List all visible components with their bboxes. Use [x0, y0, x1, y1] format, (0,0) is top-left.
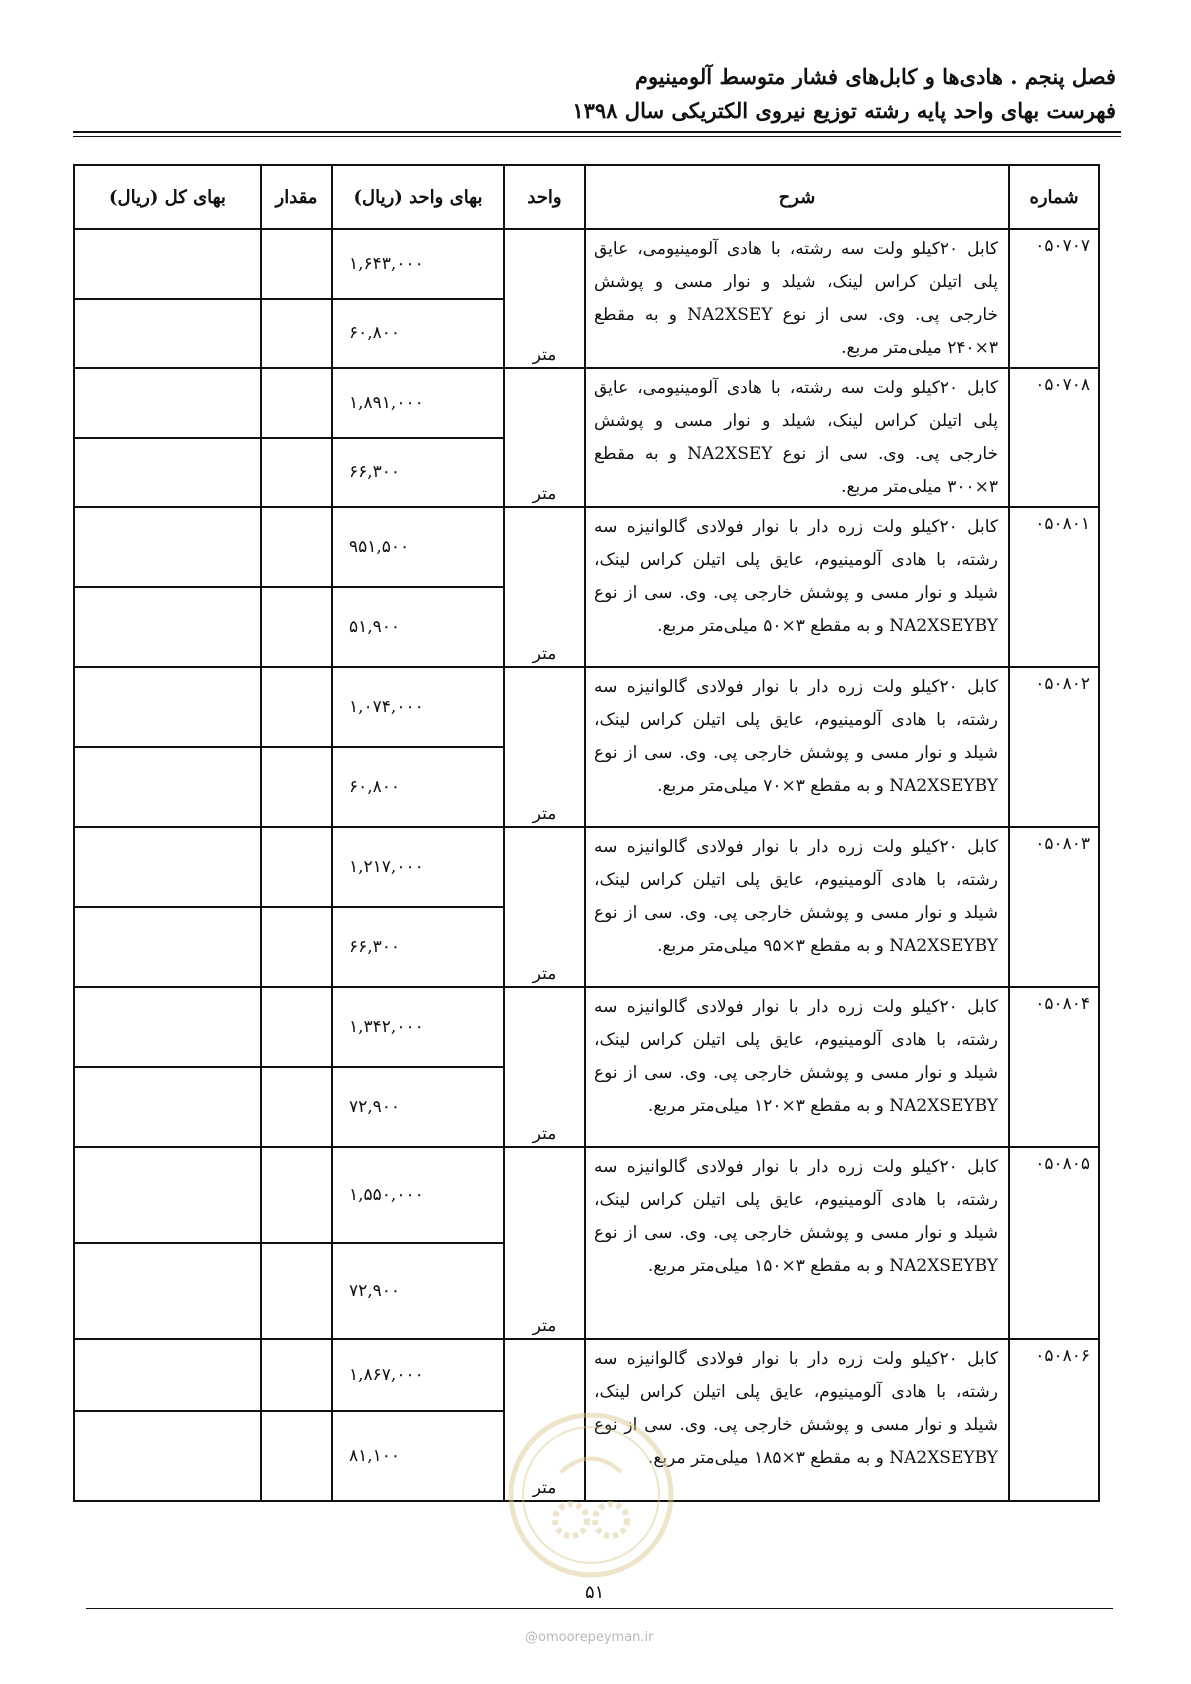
item-unit-price: ۶۰,۸۰۰: [332, 747, 504, 827]
quantity-cell: [261, 667, 332, 747]
quantity-cell: [261, 1147, 332, 1243]
seal-outer-ring: [511, 1415, 671, 1575]
quantity-cell: [261, 1411, 332, 1501]
page-number: ۵۱: [585, 1582, 605, 1603]
gear-icon: [555, 1504, 587, 1536]
item-code: ۰۵۰۸۰۴: [1009, 987, 1099, 1147]
total-price-cell: [74, 1147, 261, 1243]
header-quantity: مقدار: [261, 165, 332, 229]
item-description: کابل ۲۰کیلو ولت زره دار با نوار فولادی گالوانیزه سه رشته، با هادی آلومینیوم، عایق پلی اتیلن کراس لینک، شیلد و نوار مسی و پوشش خارجی پی. وی. سی از نوع NA2XSEYBY و به مقطع ۳×۵۰ میلی‌متر مربع.: [585, 507, 1009, 667]
total-price-cell: [74, 229, 261, 299]
item-code: ۰۵۰۷۰۸: [1009, 368, 1099, 507]
item-unit-price: ۷۲,۹۰۰: [332, 1067, 504, 1147]
price-table: [73, 164, 1100, 1502]
chapter-title: فصل پنجم . هادی‌ها و کابل‌های فشار متوسط آلومینیوم: [634, 64, 1116, 89]
table-row: [74, 827, 1099, 907]
total-price-cell: [74, 667, 261, 747]
item-unit-price: ۱,۸۹۱,۰۰۰: [332, 368, 504, 438]
item-unit-price: ۱,۵۵۰,۰۰۰: [332, 1147, 504, 1243]
seal-arc: [561, 1459, 621, 1473]
item-description: کابل ۲۰کیلو ولت سه رشته، با هادی آلومینیومی، عایق پلی اتیلن کراس لینک، شیلد و نوار مسی و پوشش خارجی پی. وی. سی از نوع NA2XSEY و به مقطع ۳×۲۴۰ میلی‌متر مربع.: [585, 229, 1009, 368]
table-row: [74, 987, 1099, 1067]
quantity-cell: [261, 907, 332, 987]
total-price-cell: [74, 507, 261, 587]
item-unit-price: ۶۶,۳۰۰: [332, 907, 504, 987]
item-unit: متر: [504, 987, 585, 1147]
table-row: [74, 507, 1099, 587]
header-unit-price: بهای واحد (ریال): [332, 165, 504, 229]
item-unit: متر: [504, 368, 585, 507]
total-price-cell: [74, 438, 261, 508]
table-row: [74, 1339, 1099, 1411]
seal-inner-ring: [523, 1427, 659, 1563]
table-row: [74, 368, 1099, 438]
header-rule: [73, 131, 1121, 133]
total-price-cell: [74, 1067, 261, 1147]
item-unit: متر: [504, 827, 585, 987]
quantity-cell: [261, 987, 332, 1067]
item-description: کابل ۲۰کیلو ولت زره دار با نوار فولادی گالوانیزه سه رشته، با هادی آلومینیوم، عایق پلی اتیلن کراس لینک، شیلد و نوار مسی و پوشش خارجی پی. وی. سی از نوع NA2XSEYBY و به مقطع ۳×۱۵۰ میلی‌متر مربع.: [585, 1147, 1009, 1339]
total-price-cell: [74, 1339, 261, 1411]
total-price-cell: [74, 907, 261, 987]
price-list-title: فهرست بهای واحد پایه رشته توزیع نیروی الکتریکی سال ۱۳۹۸: [572, 98, 1116, 123]
quantity-cell: [261, 587, 332, 667]
total-price-cell: [74, 987, 261, 1067]
item-unit-price: ۱,۰۷۴,۰۰۰: [332, 667, 504, 747]
gear-icon: [595, 1504, 627, 1536]
total-price-cell: [74, 587, 261, 667]
quantity-cell: [261, 1339, 332, 1411]
watermark-text: @omoorepeyman.ir: [525, 1630, 654, 1645]
total-price-cell: [74, 368, 261, 438]
item-description: کابل ۲۰کیلو ولت زره دار با نوار فولادی گالوانیزه سه رشته، با هادی آلومینیوم، عایق پلی اتیلن کراس لینک، شیلد و نوار مسی و پوشش خارجی پی. وی. سی از نوع NA2XSEYBY و به مقطع ۳×۷۰ میلی‌متر مربع.: [585, 667, 1009, 827]
quantity-cell: [261, 299, 332, 369]
table-row: [74, 667, 1099, 747]
total-price-cell: [74, 827, 261, 907]
item-code: ۰۵۰۷۰۷: [1009, 229, 1099, 368]
item-unit-price: ۱,۳۴۲,۰۰۰: [332, 987, 504, 1067]
table-row: [74, 1147, 1099, 1243]
total-price-cell: [74, 747, 261, 827]
item-code: ۰۵۰۸۰۳: [1009, 827, 1099, 987]
quantity-cell: [261, 1243, 332, 1339]
page-header: [66, 60, 1116, 128]
quantity-cell: [261, 229, 332, 299]
quantity-cell: [261, 1067, 332, 1147]
header-unit: واحد: [504, 165, 585, 229]
item-code: ۰۵۰۸۰۶: [1009, 1339, 1099, 1501]
item-unit-price: ۶۰,۸۰۰: [332, 299, 504, 369]
header-code: شماره: [1009, 165, 1099, 229]
item-unit-price: ۸۱,۱۰۰: [332, 1411, 504, 1501]
quantity-cell: [261, 438, 332, 508]
footer-rule: [86, 1608, 1113, 1609]
item-description: کابل ۲۰کیلو ولت سه رشته، با هادی آلومینیومی، عایق پلی اتیلن کراس لینک، شیلد و نوار مسی و پوشش خارجی پی. وی. سی از نوع NA2XSEY و به مقطع ۳×۳۰۰ میلی‌متر مربع.: [585, 368, 1009, 507]
item-unit: متر: [504, 1147, 585, 1339]
quantity-cell: [261, 827, 332, 907]
item-unit: متر: [504, 229, 585, 368]
item-unit-price: ۶۶,۳۰۰: [332, 438, 504, 508]
header-total-price: بهای کل (ریال): [74, 165, 261, 229]
total-price-cell: [74, 1411, 261, 1501]
item-description: کابل ۲۰کیلو ولت زره دار با نوار فولادی گالوانیزه سه رشته، با هادی آلومینیوم، عایق پلی اتیلن کراس لینک، شیلد و نوار مسی و پوشش خارجی پی. وی. سی از نوع NA2XSEYBY و به مقطع ۳×۹۵ میلی‌متر مربع.: [585, 827, 1009, 987]
item-unit-price: ۹۵۱,۵۰۰: [332, 507, 504, 587]
item-description: کابل ۲۰کیلو ولت زره دار با نوار فولادی گالوانیزه سه رشته، با هادی آلومینیوم، عایق پلی اتیلن کراس لینک، شیلد و نوار مسی و پوشش خارجی پی. وی. سی از نوع NA2XSEYBY و به مقطع ۳×۱۲۰ میلی‌متر مربع.: [585, 987, 1009, 1147]
item-unit: متر: [504, 1339, 585, 1501]
item-code: ۰۵۰۸۰۱: [1009, 507, 1099, 667]
item-code: ۰۵۰۸۰۲: [1009, 667, 1099, 827]
item-unit-price: ۱,۶۴۳,۰۰۰: [332, 229, 504, 299]
watermark-seal: [506, 1410, 676, 1580]
item-description: کابل ۲۰کیلو ولت زره دار با نوار فولادی گالوانیزه سه رشته، با هادی آلومینیوم، عایق پلی اتیلن کراس لینک، شیلد و نوار مسی و پوشش خارجی پی. وی. سی از نوع NA2XSEYBY و به مقطع ۳×۱۸۵ میلی‌متر مربع.: [585, 1339, 1009, 1501]
item-unit-price: ۵۱,۹۰۰: [332, 587, 504, 667]
quantity-cell: [261, 747, 332, 827]
item-unit-price: ۷۲,۹۰۰: [332, 1243, 504, 1339]
item-unit: متر: [504, 507, 585, 667]
quantity-cell: [261, 368, 332, 438]
table-row: [74, 229, 1099, 299]
item-unit-price: ۱,۸۶۷,۰۰۰: [332, 1339, 504, 1411]
header-rule-thin: [73, 136, 1121, 137]
total-price-cell: [74, 299, 261, 369]
item-unit-price: ۱,۲۱۷,۰۰۰: [332, 827, 504, 907]
header-description: شرح: [585, 165, 1009, 229]
item-code: ۰۵۰۸۰۵: [1009, 1147, 1099, 1339]
table-header-row: [74, 165, 1099, 229]
quantity-cell: [261, 507, 332, 587]
total-price-cell: [74, 1243, 261, 1339]
item-unit: متر: [504, 667, 585, 827]
